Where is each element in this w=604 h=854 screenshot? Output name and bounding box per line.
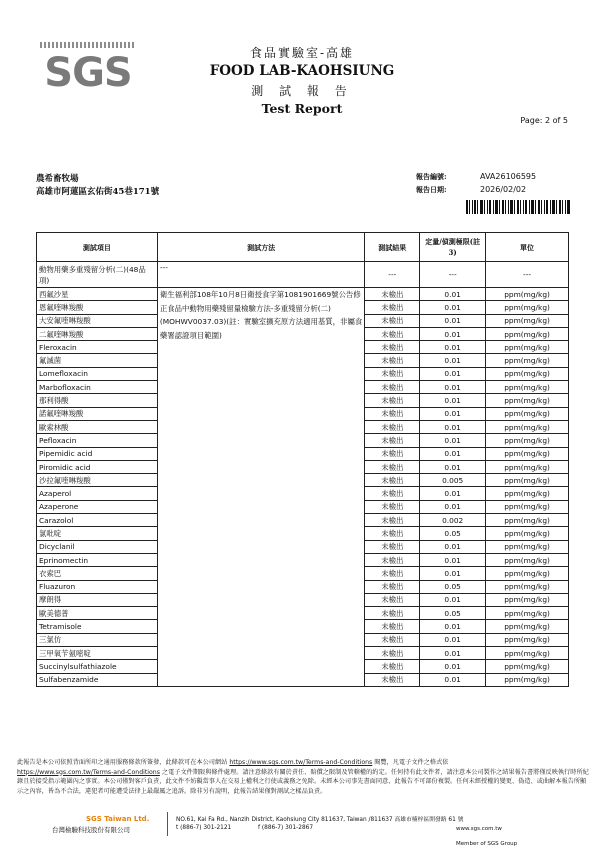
item-cell: Eprinomectin <box>37 553 158 566</box>
unit-cell: ppm(mg/kg) <box>486 314 569 327</box>
report-no-label: 報告編號: <box>416 172 447 181</box>
result-cell: 未檢出 <box>365 288 420 301</box>
limit-cell: 0.01 <box>420 327 486 340</box>
result-cell: 未檢出 <box>365 527 420 540</box>
unit-cell: ppm(mg/kg) <box>486 474 569 487</box>
item-cell: 動物用藥多重殘留分析(二)(48品項) <box>37 262 158 288</box>
unit-cell: ppm(mg/kg) <box>486 553 569 566</box>
unit-cell: ppm(mg/kg) <box>486 540 569 553</box>
footer-divider <box>167 812 168 836</box>
item-cell: 大安氟喹啉羧酸 <box>37 314 158 327</box>
result-cell: 未檢出 <box>365 620 420 633</box>
unit-cell: ppm(mg/kg) <box>486 327 569 340</box>
footer-tel: t (886-7) 301-2121 <box>176 825 232 831</box>
unit-cell: ppm(mg/kg) <box>486 447 569 460</box>
footer-company-cn: 台灣檢驗科技股份有限公司 <box>52 826 130 834</box>
disclaimer-text-2: 閱覽，凡電子文件之格式依 <box>372 759 449 766</box>
limit-cell: 0.01 <box>420 593 486 606</box>
disclaimer <box>17 758 591 796</box>
result-cell: 未檢出 <box>365 394 420 407</box>
unit-cell: ppm(mg/kg) <box>486 381 569 394</box>
result-cell: --- <box>365 262 420 288</box>
limit-cell: 0.01 <box>420 460 486 473</box>
item-cell: Pipemidic acid <box>37 447 158 460</box>
result-cell: 未檢出 <box>365 460 420 473</box>
unit-cell: ppm(mg/kg) <box>486 593 569 606</box>
unit-cell: ppm(mg/kg) <box>486 487 569 500</box>
item-cell: Dicyclanil <box>37 540 158 553</box>
limit-cell: 0.01 <box>420 567 486 580</box>
unit-cell: ppm(mg/kg) <box>486 288 569 301</box>
lab-name-en: FOOD LAB-KAOHSIUNG <box>209 63 395 79</box>
table-row <box>37 288 569 301</box>
result-cell: 未檢出 <box>365 367 420 380</box>
item-cell: 摩朗得 <box>37 593 158 606</box>
limit-cell: 0.01 <box>420 420 486 433</box>
limit-cell: 0.01 <box>420 620 486 633</box>
sgs-logo <box>40 40 136 90</box>
result-cell: 未檢出 <box>365 580 420 593</box>
terms-link-2[interactable]: https://www.sgs.com.tw/Terms-and-Conditions <box>17 768 160 776</box>
result-cell: 未檢出 <box>365 567 420 580</box>
item-cell: 衣索巴 <box>37 567 158 580</box>
result-cell: 未檢出 <box>365 420 420 433</box>
item-cell: 二氟喹啉羧酸 <box>37 327 158 340</box>
client-address: 高雄市阿蓮區玄佑街45巷171號 <box>36 187 160 197</box>
unit-cell: ppm(mg/kg) <box>486 647 569 660</box>
unit-cell: ppm(mg/kg) <box>486 420 569 433</box>
item-cell: Marbofloxacin <box>37 381 158 394</box>
client-name: 農希畜牧場 <box>36 174 79 184</box>
unit-cell: ppm(mg/kg) <box>486 527 569 540</box>
item-cell: 氯吡啶 <box>37 527 158 540</box>
unit-cell: --- <box>486 262 569 288</box>
item-cell: Succinylsulfathiazole <box>37 660 158 673</box>
result-cell: 未檢出 <box>365 301 420 314</box>
footer-website[interactable]: www.sgs.com.tw <box>456 826 502 832</box>
report-title-en: Test Report <box>261 101 343 116</box>
unit-cell: ppm(mg/kg) <box>486 434 569 447</box>
unit-cell: ppm(mg/kg) <box>486 367 569 380</box>
unit-cell: ppm(mg/kg) <box>486 580 569 593</box>
unit-cell: ppm(mg/kg) <box>486 633 569 646</box>
limit-cell: 0.01 <box>420 354 486 367</box>
footer-company-en: SGS Taiwan Ltd. <box>86 815 150 823</box>
result-cell: 未檢出 <box>365 381 420 394</box>
col-header-result: 測試結果 <box>365 233 420 262</box>
unit-cell: ppm(mg/kg) <box>486 620 569 633</box>
result-cell: 未檢出 <box>365 434 420 447</box>
item-cell: Sulfabenzamide <box>37 673 158 686</box>
footer-address: NO.61, Kai Fa Rd., Nanzih District, Kaohsiung City 811637, Taiwan /811637 高雄市楠梓區開發路 61 號 <box>176 817 464 823</box>
table-header-row <box>37 233 569 262</box>
item-cell: Lomefloxacin <box>37 367 158 380</box>
method-description: 衛生福利部108年10月8日衛授食字第1081901669號公告修正食品中動物用藥殘留量檢驗方法-多重殘留分析(二)(MOHWV0037.03)(註：實驗室擴充原方法適用基質，非屬食藥署認證項目範圍) <box>159 290 363 340</box>
limit-cell: 0.01 <box>420 407 486 420</box>
item-cell: 三甲氧苄氨嘧啶 <box>37 647 158 660</box>
disclaimer-text-1: 此報告是本公司依照背面所印之通用服務條款所簽發，此條款可在本公司網站 <box>17 759 230 766</box>
item-cell: Carazolol <box>37 514 158 527</box>
item-cell: Pefloxacin <box>37 434 158 447</box>
method-description-cell <box>157 288 365 687</box>
item-cell: 西氟沙星 <box>37 288 158 301</box>
unit-cell: ppm(mg/kg) <box>486 394 569 407</box>
result-cell: 未檢出 <box>365 593 420 606</box>
result-cell: 未檢出 <box>365 327 420 340</box>
result-cell: 未檢出 <box>365 607 420 620</box>
result-cell: 未檢出 <box>365 500 420 513</box>
report-no-value: AVA26106595 <box>480 172 537 181</box>
col-header-item: 測試項目 <box>37 233 158 262</box>
item-cell: 歐索林酸 <box>37 420 158 433</box>
item-cell: Tetramisole <box>37 620 158 633</box>
col-header-method: 測試方法 <box>157 233 365 262</box>
result-cell: 未檢出 <box>365 314 420 327</box>
results-table <box>36 232 569 687</box>
item-cell: Piromidic acid <box>37 460 158 473</box>
limit-cell: 0.01 <box>420 341 486 354</box>
limit-cell: 0.002 <box>420 514 486 527</box>
item-cell: 沙拉氟喹啉羧酸 <box>37 474 158 487</box>
result-cell: 未檢出 <box>365 407 420 420</box>
unit-cell: ppm(mg/kg) <box>486 341 569 354</box>
item-cell: 歐美德普 <box>37 607 158 620</box>
table-row <box>37 262 569 288</box>
unit-cell: ppm(mg/kg) <box>486 460 569 473</box>
footer-fax: f (886-7) 301-2867 <box>258 825 314 831</box>
result-cell: 未檢出 <box>365 514 420 527</box>
item-cell: Fleroxacin <box>37 341 158 354</box>
limit-cell: 0.01 <box>420 394 486 407</box>
result-cell: 未檢出 <box>365 341 420 354</box>
limit-cell: 0.01 <box>420 553 486 566</box>
item-cell: Azaperone <box>37 500 158 513</box>
limit-cell: 0.01 <box>420 434 486 447</box>
report-date-value: 2026/02/02 <box>480 185 527 194</box>
limit-cell: 0.01 <box>420 301 486 314</box>
item-cell: 諾氟喹啉羧酸 <box>37 407 158 420</box>
limit-cell: 0.05 <box>420 580 486 593</box>
limit-cell: 0.01 <box>420 647 486 660</box>
limit-cell: 0.01 <box>420 500 486 513</box>
result-cell: 未檢出 <box>365 540 420 553</box>
item-cell: 那利得酸 <box>37 394 158 407</box>
limit-cell: 0.01 <box>420 660 486 673</box>
result-cell: 未檢出 <box>365 487 420 500</box>
limit-cell: 0.01 <box>420 487 486 500</box>
limit-cell: 0.01 <box>420 447 486 460</box>
report-date-label: 報告日期: <box>416 185 447 194</box>
item-cell: Fluazuron <box>37 580 158 593</box>
unit-cell: ppm(mg/kg) <box>486 500 569 513</box>
item-cell: 恩氟喹啉羧酸 <box>37 301 158 314</box>
disclaimer-text-3: 之電子文件期限與條件處理。請注意條款有關於責任、賠償之限制及管轄權的約定。任何持有此文件者，請注意本公司製作之結果報告書將僅反映執行時所紀錄且於接受指示範圍內之事實。本公司僅對客戶負責，此文件不妨礙當事人在交易上權利之行使或義務之免除。未經本公司事先書面同意，此報告不可部份複製。任何未經授權的變更、偽造、或曲解本報告所顯示之內容，皆為不合法，違犯者可能遭受法律上最嚴厲之追訴。除非另有說明，此報告結果僅對測試之樣品負責。 <box>17 768 589 795</box>
result-cell: 未檢出 <box>365 553 420 566</box>
footer-member: Member of SGS Group <box>456 841 518 847</box>
method-cell: --- <box>157 262 365 288</box>
limit-cell: 0.05 <box>420 527 486 540</box>
result-cell: 未檢出 <box>365 673 420 686</box>
item-cell: Azaperol <box>37 487 158 500</box>
limit-cell: 0.01 <box>420 288 486 301</box>
result-cell: 未檢出 <box>365 633 420 646</box>
terms-link-1[interactable]: https://www.sgs.com.tw/Terms-and-Conditions <box>229 759 373 766</box>
limit-cell: 0.01 <box>420 633 486 646</box>
col-header-limit: 定量/偵測極限(註3) <box>420 233 486 262</box>
limit-cell: 0.005 <box>420 474 486 487</box>
barcode <box>466 200 570 214</box>
limit-cell: 0.01 <box>420 540 486 553</box>
limit-cell: 0.05 <box>420 607 486 620</box>
limit-cell: 0.01 <box>420 673 486 686</box>
unit-cell: ppm(mg/kg) <box>486 567 569 580</box>
limit-cell: 0.01 <box>420 381 486 394</box>
unit-cell: ppm(mg/kg) <box>486 660 569 673</box>
result-cell: 未檢出 <box>365 354 420 367</box>
lab-name-cn: 食品實驗室-高雄 <box>249 46 355 60</box>
item-cell: 三氯仿 <box>37 633 158 646</box>
unit-cell: ppm(mg/kg) <box>486 514 569 527</box>
item-cell: 氟滅菌 <box>37 354 158 367</box>
limit-cell: --- <box>420 262 486 288</box>
unit-cell: ppm(mg/kg) <box>486 607 569 620</box>
unit-cell: ppm(mg/kg) <box>486 354 569 367</box>
unit-cell: ppm(mg/kg) <box>486 407 569 420</box>
result-cell: 未檢出 <box>365 447 420 460</box>
col-header-unit: 單位 <box>486 233 569 262</box>
page-number: Page: 2 of 5 <box>520 116 568 125</box>
limit-cell: 0.01 <box>420 314 486 327</box>
result-cell: 未檢出 <box>365 474 420 487</box>
result-cell: 未檢出 <box>365 660 420 673</box>
unit-cell: ppm(mg/kg) <box>486 673 569 686</box>
limit-cell: 0.01 <box>420 367 486 380</box>
unit-cell: ppm(mg/kg) <box>486 301 569 314</box>
report-title-cn: 測 試 報 告 <box>251 84 353 98</box>
sgs-logo-text: SGS <box>44 50 132 90</box>
result-cell: 未檢出 <box>365 647 420 660</box>
